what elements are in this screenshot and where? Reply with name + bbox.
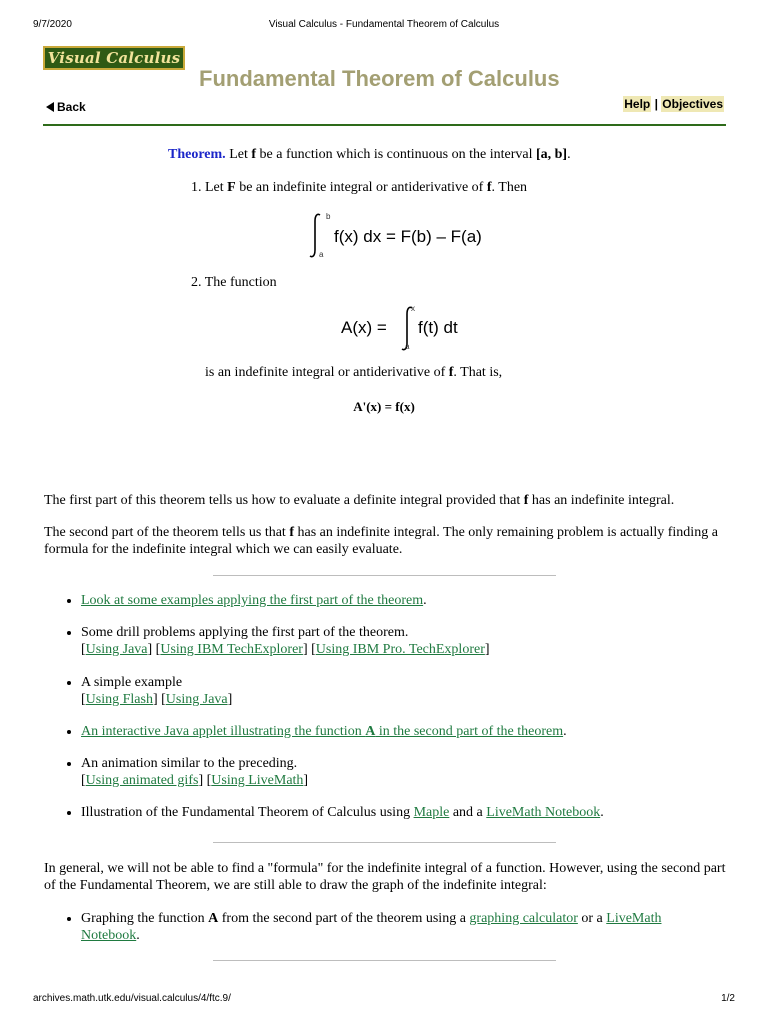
item-text: A simple example [81,675,183,690]
graphing-list [44,910,721,944]
graphing-calculator-link[interactable]: graphing calculator [469,911,578,926]
animated-gifs-link[interactable]: Using animated gifs [85,773,199,788]
p1-f: f [523,493,529,508]
back-link[interactable] [46,100,86,114]
applet-link-text: An interactive Java applet illustrating the function [81,724,366,739]
item-text: or a [577,911,607,926]
theorem-statement [168,146,571,163]
item-text: from the second part of the theorem using a [218,911,470,926]
livemath-link[interactable]: Using LiveMath [211,773,304,788]
resource-list [44,592,761,821]
part1-text: 1. Let [191,180,228,195]
help-nav [623,97,724,111]
print-page-number: 1/2 [721,993,735,1004]
examples-link[interactable]: Look at some examples applying the first part of the theorem [81,593,424,608]
part2b-text: is an indefinite integral or antiderivative of [205,365,449,380]
drill-pro-techexplorer-link[interactable]: Using IBM Pro. TechExplorer [315,642,485,657]
p2-text: has an indefinite integral. The only remaining problem is actually finding a formula for the indefinite integral which we can easily evaluate. [44,525,718,557]
p2-text: The second part of the theorem tells us that [44,525,290,540]
visual-calculus-logo[interactable]: Visual Calculus [43,46,185,70]
divider [213,575,556,576]
nav-separator: | [654,97,658,111]
drill-java-link[interactable]: Using Java [85,642,148,657]
divider [213,960,556,961]
print-date: 9/7/2020 [33,19,72,30]
item-text: Illustration of the Fundamental Theorem of Calculus using [81,805,414,820]
page-title: Fundamental Theorem of Calculus [199,66,560,91]
formula1-body: f(x) dx = F(b) – F(a) [334,227,482,246]
objectives-link[interactable]: Objectives [662,97,723,111]
list-item [81,592,761,609]
item-text: . [563,724,567,739]
back-arrow-icon [46,102,54,112]
list-item [81,804,761,821]
paragraph-1 [44,492,734,509]
list-item [81,723,761,740]
applet-link-text: in the second part of the theorem [375,724,564,739]
theorem-label: Theorem. [168,147,226,162]
formula1-lower-limit: a [319,250,324,259]
livemath-notebook-link[interactable]: LiveMath Notebook [486,805,601,820]
paragraph-2 [44,524,734,558]
item-text: and a [449,805,487,820]
formula2-upper-limit: x [411,304,415,313]
theorem-part-1 [191,179,527,196]
item-text: An animation similar to the preceding. [81,756,298,771]
part2b-text: . That is, [453,365,503,380]
part1-text: . Then [491,180,528,195]
item-text: . [600,805,604,820]
print-title: Visual Calculus - Fundamental Theorem of Calculus [268,19,500,30]
formula2-rhs: f(t) dt [418,318,458,337]
list-item: • A simple example [Using Flash] [Using Java] [81,674,761,708]
part2b-f: f [448,365,454,380]
example-java-link[interactable]: Using Java [165,692,228,707]
list-item: • An animation similar to the preceding. [Using animated gifs] [Using LiveMath] [81,755,761,789]
example-flash-link[interactable]: Using Flash [85,692,153,707]
item-text: Graphing the function [81,911,209,926]
java-applet-link[interactable] [81,724,563,739]
livemath-notebook-link-2[interactable]: LiveMath Notebook [81,911,662,943]
divider [213,842,556,843]
theorem-f: f [251,147,257,162]
item-text: Some drill problems applying the first part of the theorem. [81,625,409,640]
back-label: Back [57,100,86,114]
drill-techexplorer-link[interactable]: Using IBM TechExplorer [160,642,303,657]
formula1-upper-limit: b [326,212,331,221]
theorem-interval: [a, b] [535,147,568,162]
p2-f: f [289,525,294,540]
paragraph-3: In general, we will not be able to find a "formula" for the indefinite integral of a function. However, using the second part of the Fundamental Theorem, we are still able to draw the graph of the indefinite integral: [44,861,726,893]
maple-link[interactable]: Maple [413,805,450,820]
theorem-part-2-continuation [205,364,502,381]
header-rule [43,124,726,126]
item-text: . [423,593,427,608]
list-item [81,910,721,944]
item-A: A [208,911,219,926]
formula2-lower-limit: a [405,342,410,351]
p1-text: The first part of this theorem tells us how to evaluate a definite integral provided that [44,493,524,508]
item-text: . [136,928,140,943]
theorem-part-2: 2. The function [191,275,277,290]
formula2-lhs: A(x) = [341,318,387,337]
print-url: archives.math.utk.edu/visual.calculus/4/ftc.9/ [33,993,231,1004]
formula3: A'(x) = f(x) [353,399,415,414]
part1-f: f [486,180,492,195]
p1-text: has an indefinite integral. [528,493,675,508]
theorem-text: be a function which is continuous on the interval [256,147,536,162]
part1-F: F [227,180,236,195]
help-link[interactable]: Help [624,97,651,111]
applet-link-A: A [365,724,376,739]
theorem-text: . [567,147,571,162]
theorem-text: Let [225,147,252,162]
list-item: • Some drill problems applying the first part of the theorem. [Using Java] [Using IBM TechExplorer] [Using IBM Pro. TechExplorer] [81,624,761,658]
part1-text: be an indefinite integral or antiderivative of [235,180,487,195]
